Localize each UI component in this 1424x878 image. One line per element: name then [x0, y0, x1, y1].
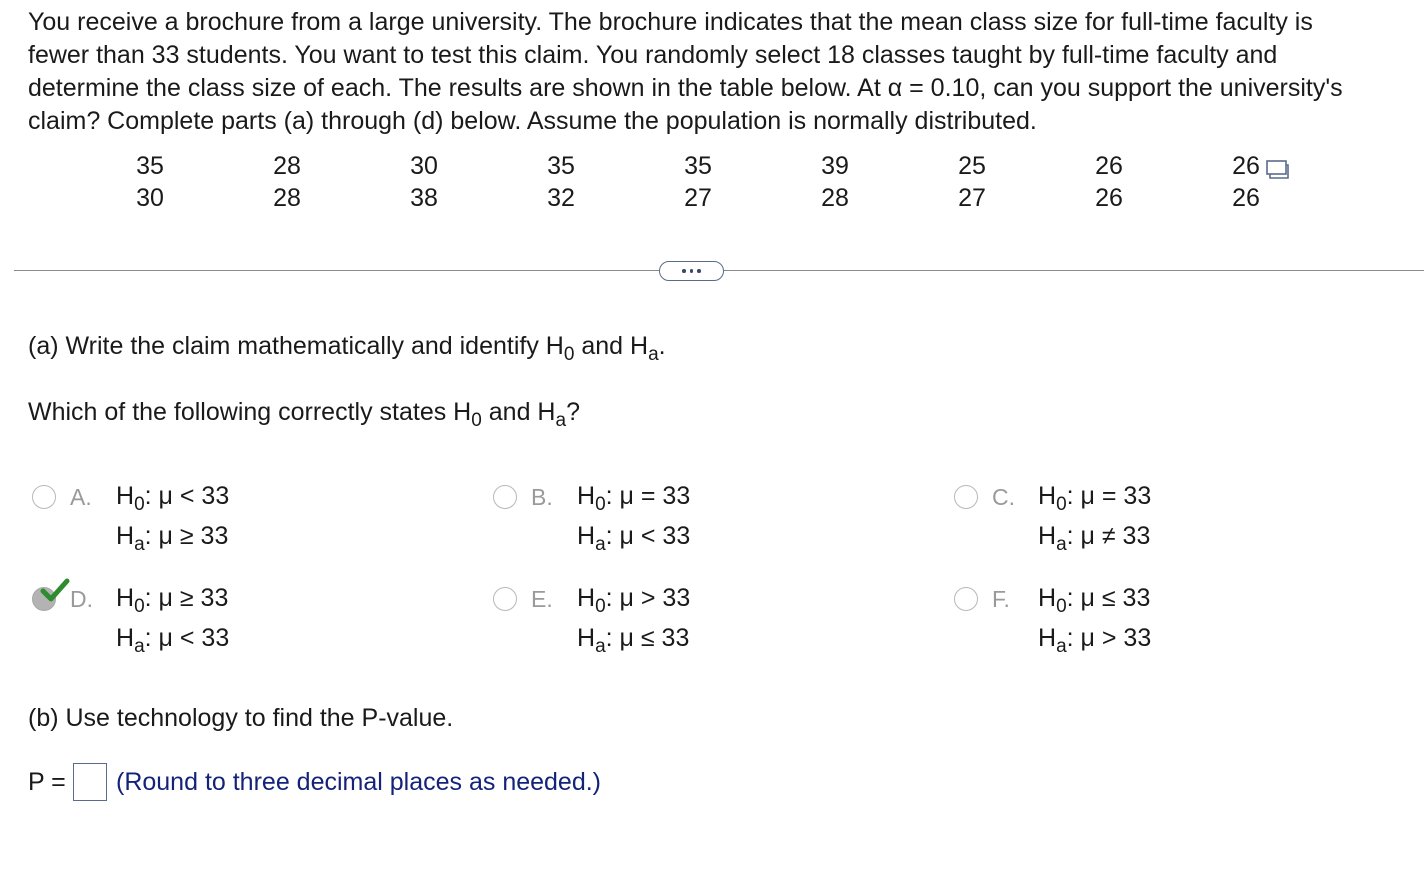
data-column [942, 150, 1002, 214]
option-b[interactable] [493, 482, 753, 555]
data-cell: 26 [1095, 152, 1123, 180]
data-cell: 38 [410, 184, 438, 212]
option-ha: $H_a$: μ ≤ 33 [577, 624, 690, 657]
option-a[interactable] [32, 482, 292, 555]
option-h0: $H_0$: μ ≤ 33 [1038, 584, 1151, 617]
problem-line-2: fewer than 33 students. You want to test this claim. You randomly select 18 classes taught by full-time faculty and [28, 41, 1278, 69]
option-h0: $H_0$: μ ≥ 33 [116, 584, 229, 617]
radio-option-a[interactable] [32, 485, 56, 509]
radio-option-f[interactable] [954, 587, 978, 611]
option-ha: $H_a$: μ ≠ 33 [1038, 522, 1151, 555]
checkmark-icon [40, 578, 70, 604]
option-ha: $H_a$: μ ≥ 33 [116, 522, 229, 555]
option-ha: $H_a$: μ < 33 [577, 522, 691, 555]
data-column [394, 150, 454, 214]
data-column [668, 150, 728, 214]
data-cell: 30 [410, 152, 438, 180]
option-letter: F. [992, 586, 1010, 612]
data-cell: 30 [136, 184, 164, 212]
part-b-heading: (b) Use technology to find the P-value. [28, 704, 454, 732]
option-ha: $H_a$: μ > 33 [1038, 624, 1152, 657]
option-letter: B. [531, 484, 553, 510]
more-dots-icon [682, 269, 686, 273]
problem-line-4: claim? Complete parts (a) through (d) below. Assume the population is normally distributed. [28, 107, 1037, 135]
more-dots-button[interactable] [659, 261, 724, 281]
radio-option-c[interactable] [954, 485, 978, 509]
data-cell: 26 [1232, 152, 1260, 180]
option-f[interactable] [954, 584, 1214, 657]
option-letter: E. [531, 586, 553, 612]
option-h0: $H_0$: μ < 33 [116, 482, 230, 515]
data-cell: 39 [821, 152, 849, 180]
data-cell: 27 [958, 184, 986, 212]
option-letter: C. [992, 484, 1015, 510]
data-cell: 32 [547, 184, 575, 212]
part-a-heading: (a) Write the claim mathematically and identify $H_0$ and $H_a$. [28, 332, 666, 365]
data-cell: 28 [273, 152, 301, 180]
option-h0: $H_0$: μ = 33 [577, 482, 691, 515]
problem-line-3: determine the class size of each. The results are shown in the table below. At α = 0.10, can you support the university's [28, 74, 1343, 102]
option-e[interactable] [493, 584, 753, 657]
data-column [120, 150, 180, 214]
radio-option-e[interactable] [493, 587, 517, 611]
section-divider [724, 270, 1424, 271]
copy-icon[interactable] [1266, 160, 1290, 180]
data-cell: 35 [684, 152, 712, 180]
rounding-hint: (Round to three decimal places as needed.) [116, 768, 602, 796]
radio-option-b[interactable] [493, 485, 517, 509]
more-dots-icon [697, 269, 701, 273]
option-letter: A. [70, 484, 92, 510]
data-cell: 35 [547, 152, 575, 180]
data-cell: 28 [273, 184, 301, 212]
data-cell: 27 [684, 184, 712, 212]
p-value-label: P = [28, 768, 66, 796]
data-cell: 26 [1232, 184, 1260, 212]
data-column [257, 150, 317, 214]
data-cell: 28 [821, 184, 849, 212]
option-letter: D. [70, 586, 93, 612]
option-d[interactable] [32, 584, 292, 657]
option-ha: $H_a$: μ < 33 [116, 624, 230, 657]
data-column [805, 150, 865, 214]
data-column [1079, 150, 1139, 214]
option-c[interactable] [954, 482, 1214, 555]
problem-statement [28, 6, 1408, 138]
data-column [531, 150, 591, 214]
problem-line-1: You receive a brochure from a large university. The brochure indicates that the mean class size for full-time faculty is [28, 8, 1313, 36]
data-cell: 26 [1095, 184, 1123, 212]
question-text: Which of the following correctly states $H_0$ and $H_a$? [28, 398, 580, 431]
option-h0: $H_0$: μ > 33 [577, 584, 691, 617]
p-value-input[interactable] [73, 763, 107, 801]
section-divider [14, 270, 659, 271]
class-size-data-table [0, 150, 1424, 220]
data-cell: 35 [136, 152, 164, 180]
option-h0: $H_0$: μ = 33 [1038, 482, 1152, 515]
data-cell: 25 [958, 152, 986, 180]
more-dots-icon [690, 269, 694, 273]
